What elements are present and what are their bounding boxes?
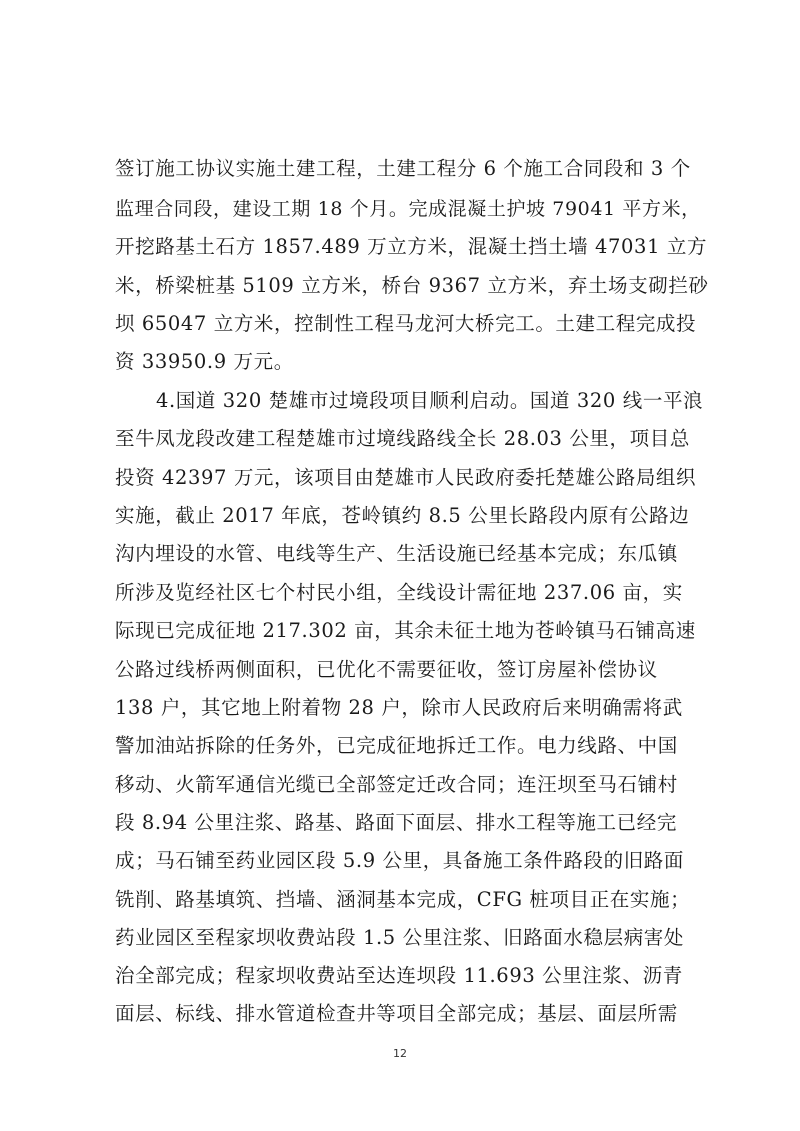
paragraph-2-line-10: 警加油站拆除的任务外，已完成征地拆迁工作。电力线路、中国: [115, 734, 678, 757]
paragraph-2-line-12: 段 8.94 公里注浆、路基、路面下面层、排水工程等施工已经完: [115, 811, 677, 834]
paragraph-2-line-7: 际现已完成征地 217.302 亩，其余未征土地为苍岭镇马石铺高速: [115, 619, 696, 642]
paragraph-2-line-17: 面层、标线、排水管道检查井等项目全部完成；基层、面层所需: [115, 1002, 678, 1025]
page-number: 12: [393, 1047, 407, 1060]
paragraph-2-line-16: 治全部完成；程家坝收费站至达连坝段 11.693 公里注浆、沥青: [115, 964, 683, 987]
paragraph-1-line-5: 坝 65047 立方米，控制性工程马龙河大桥完工。土建工程完成投: [115, 312, 697, 335]
paragraph-1-line-1: 签订施工协议实施土建工程，土建工程分 6 个施工合同段和 3 个: [115, 157, 691, 180]
paragraph-2-line-9: 138 户，其它地上附着物 28 户，除市人民政府后来明确需将武: [115, 696, 683, 719]
paragraph-1-line-2: 监理合同段，建设工期 18 个月。完成混凝土护坡 79041 平方米，: [115, 198, 701, 220]
paragraph-2-line-14: 铣削、路基填筑、挡墙、涵洞基本完成，CFG 桩项目正在实施；: [115, 888, 691, 911]
paragraph-1-line-6: 资 33950.9 万元。: [115, 350, 294, 373]
paragraph-2-line-13: 成；马石铺至药业园区段 5.9 公里，具备施工条件路段的旧路面: [115, 849, 685, 872]
paragraph-2-line-8: 公路过线桥两侧面积，已优化不需要征收，签订房屋补偿协议: [115, 658, 658, 681]
paragraph-2-line-2: 至牛凤龙段改建工程楚雄市过境线路线全长 28.03 公里，项目总: [115, 427, 690, 450]
paragraph-2-line-1: 4.国道 320 楚雄市过境段项目顺利启动。国道 320 线一平浪: [156, 389, 704, 412]
paragraph-2-line-11: 移动、火箭军通信光缆已全部签定迁改合同；连汪坝至马石铺村: [115, 773, 678, 796]
paragraph-2-line-15: 药业园区至程家坝收费站段 1.5 公里注浆、旧路面水稳层病害处: [115, 926, 685, 949]
paragraph-2-line-5: 沟内埋设的水管、电线等生产、生活设施已经基本完成；东瓜镇: [115, 542, 678, 565]
paragraph-1-line-4: 米，桥梁桩基 5109 立方米，桥台 9367 立方米，弃土场支砌拦砂: [115, 274, 709, 297]
paragraph-2-line-3: 投资 42397 万元，该项目由楚雄市人民政府委托楚雄公路局组织: [115, 466, 697, 489]
paragraph-1-line-3: 开挖路基土石方 1857.489 万立方米，混凝土挡土墙 47031 立方: [115, 235, 708, 258]
paragraph-2-line-4: 实施，截止 2017 年底，苍岭镇约 8.5 公里长路段内原有公路边: [115, 504, 690, 527]
paragraph-2-line-6: 所涉及览经社区七个村民小组，全线设计需征地 237.06 亩，实: [115, 581, 683, 604]
